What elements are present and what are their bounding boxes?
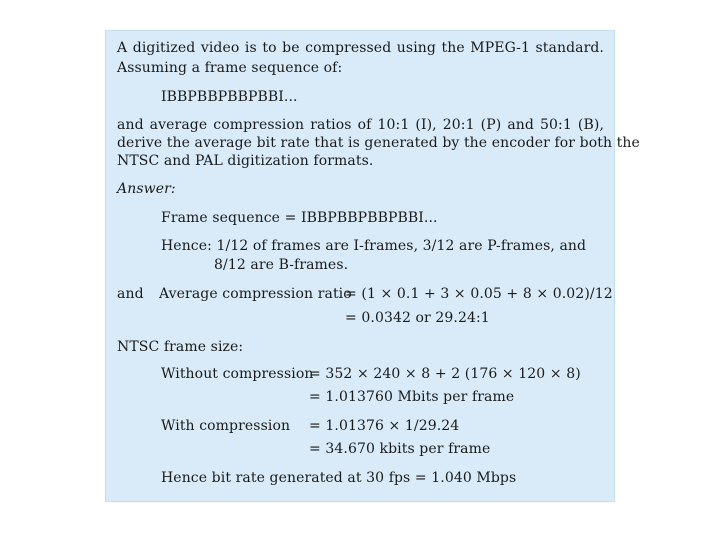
without-compression-result: = 1.013760 Mbits per frame <box>309 389 515 405</box>
problem-intro-line-2: Assuming a frame sequence of: <box>117 60 343 76</box>
avg-ratio-label: Average compression ratio <box>159 286 352 302</box>
answer-frame-sequence: Frame sequence = IBBPBBPBBPBBI... <box>161 210 438 226</box>
hence-line-2: 8/12 are B-frames. <box>214 257 349 273</box>
problem-panel <box>105 30 640 502</box>
hence-line-1: Hence: 1/12 of frames are I-frames, 3/12 are P-frames, and <box>161 238 587 254</box>
answer-label: Answer: <box>117 181 176 197</box>
ratios-line-2: derive the average bit rate that is generated by the encoder for both the <box>117 135 640 151</box>
frame-sequence: IBBPBBPBBPBBI... <box>161 89 298 105</box>
ntsc-heading: NTSC frame size: <box>117 339 244 355</box>
without-compression-equation: = 352 × 240 × 8 + 2 (176 × 120 × 8) <box>309 366 581 382</box>
avg-ratio-result: = 0.0342 or 29.24:1 <box>345 310 490 326</box>
without-compression-label: Without compression <box>161 366 314 382</box>
with-compression-result: = 34.670 kbits per frame <box>309 441 491 457</box>
with-compression-label: With compression <box>161 418 291 434</box>
bit-rate-result: Hence bit rate generated at 30 fps = 1.040 Mbps <box>161 470 517 486</box>
with-compression-equation: = 1.01376 × 1/29.24 <box>309 418 460 434</box>
problem-intro-line-1: A digitized video is to be compressed using the MPEG-1 standard. <box>117 40 604 56</box>
avg-ratio-equation: = (1 × 0.1 + 3 × 0.05 + 8 × 0.02)/12 <box>345 286 613 302</box>
ratios-line-1: and average compression ratios of 10:1 (I), 20:1 (P) and 50:1 (B), <box>117 117 604 133</box>
ratios-line-3: NTSC and PAL digitization formats. <box>117 153 374 169</box>
avg-prefix: and <box>117 286 144 302</box>
